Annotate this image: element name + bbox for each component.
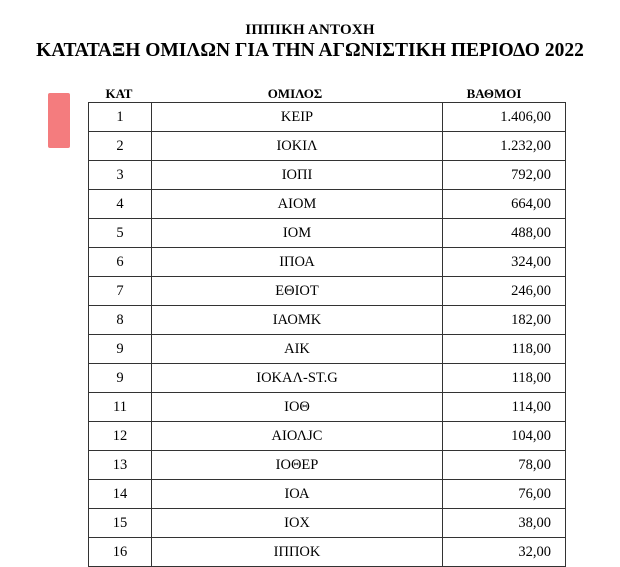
cell-points: 118,00 — [443, 364, 566, 393]
table-row — [89, 190, 566, 219]
standings-table-body — [89, 103, 566, 567]
cell-rank: 6 — [89, 248, 152, 277]
cell-points: 1.232,00 — [443, 132, 566, 161]
cell-points: 118,00 — [443, 335, 566, 364]
cell-club: ΙΠΟΑ — [152, 248, 443, 277]
cell-points: 114,00 — [443, 393, 566, 422]
header-club: ΟΜΙΛΟΣ — [267, 86, 323, 101]
cell-points: 324,00 — [443, 248, 566, 277]
cell-rank: 2 — [89, 132, 152, 161]
cell-points: 182,00 — [443, 306, 566, 335]
cell-club: ΙΟΘΕΡ — [152, 451, 443, 480]
standings-table — [88, 102, 566, 567]
table-row — [89, 422, 566, 451]
cell-rank: 11 — [89, 393, 152, 422]
cell-club: ΚΕΙΡ — [152, 103, 443, 132]
table-row — [89, 451, 566, 480]
header-rank: ΚΑΤ — [105, 86, 133, 101]
table-row — [89, 161, 566, 190]
cell-rank: 12 — [89, 422, 152, 451]
cell-rank: 1 — [89, 103, 152, 132]
cell-club: ΑΙΟΜ — [152, 190, 443, 219]
cell-rank: 15 — [89, 509, 152, 538]
cell-rank: 7 — [89, 277, 152, 306]
cell-club: ΙΟΑ — [152, 480, 443, 509]
cell-club: ΙΟΧ — [152, 509, 443, 538]
table-column-headers — [88, 86, 548, 102]
cell-club: ΙΟΜ — [152, 219, 443, 248]
document-title: ΙΠΠΙΚΗ ΑΝΤΟΧΗ — [245, 22, 375, 38]
cell-points: 1.406,00 — [443, 103, 566, 132]
table-row — [89, 393, 566, 422]
table-row — [89, 364, 566, 393]
table-row — [89, 335, 566, 364]
cell-points: 246,00 — [443, 277, 566, 306]
cell-club: ΙΠΠΟΚ — [152, 538, 443, 567]
cell-points: 488,00 — [443, 219, 566, 248]
highlight-marker — [48, 93, 70, 148]
table-row — [89, 103, 566, 132]
cell-club: ΙΟΘ — [152, 393, 443, 422]
cell-club: ΕΘΙΟΤ — [152, 277, 443, 306]
cell-club: ΙΟΠΙ — [152, 161, 443, 190]
cell-club: ΑΙΟΛJC — [152, 422, 443, 451]
cell-rank: 16 — [89, 538, 152, 567]
cell-club: ΑΙΚ — [152, 335, 443, 364]
cell-rank: 13 — [89, 451, 152, 480]
table-row — [89, 132, 566, 161]
cell-rank: 9 — [89, 364, 152, 393]
cell-rank: 3 — [89, 161, 152, 190]
cell-club: ΙΟΚΙΛ — [152, 132, 443, 161]
table-row — [89, 509, 566, 538]
table-row — [89, 480, 566, 509]
cell-club: ΙΟΚΑΛ-ST.G — [152, 364, 443, 393]
header-points: ΒΑΘΜΟΙ — [466, 86, 522, 101]
cell-points: 792,00 — [443, 161, 566, 190]
cell-rank: 9 — [89, 335, 152, 364]
cell-points: 664,00 — [443, 190, 566, 219]
cell-rank: 14 — [89, 480, 152, 509]
cell-rank: 8 — [89, 306, 152, 335]
cell-points: 78,00 — [443, 451, 566, 480]
table-row — [89, 538, 566, 567]
table-row — [89, 306, 566, 335]
cell-rank: 4 — [89, 190, 152, 219]
table-row — [89, 248, 566, 277]
cell-points: 104,00 — [443, 422, 566, 451]
cell-rank: 5 — [89, 219, 152, 248]
document-subtitle: ΚΑΤΑΤΑΞΗ ΟΜΙΛΩΝ ΓΙΑ ΤΗΝ ΑΓΩΝΙΣΤΙΚΗ ΠΕΡΙΟΔΟ 2022 — [36, 40, 584, 61]
cell-points: 32,00 — [443, 538, 566, 567]
table-row — [89, 219, 566, 248]
cell-points: 38,00 — [443, 509, 566, 538]
cell-club: ΙΑΟΜΚ — [152, 306, 443, 335]
table-row — [89, 277, 566, 306]
cell-points: 76,00 — [443, 480, 566, 509]
